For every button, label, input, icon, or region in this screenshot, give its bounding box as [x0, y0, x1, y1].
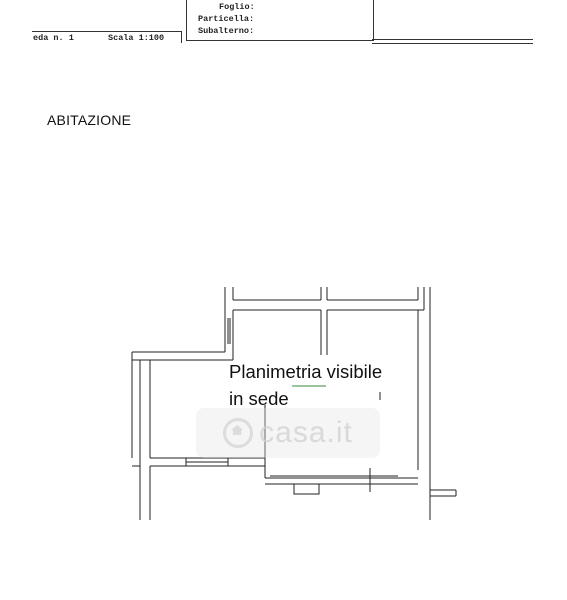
house-icon	[223, 418, 253, 448]
plan-balcony	[294, 484, 319, 494]
scala-label: Scala 1:100	[108, 33, 165, 43]
watermark-text: casa.it	[259, 416, 353, 449]
section-title: ABITAZIONE	[47, 112, 132, 128]
foglio-label: Foglio:	[219, 2, 255, 12]
subalterno-label: Subalterno:	[198, 26, 255, 36]
plan-overlay-text	[229, 358, 382, 412]
casa-it-watermark	[196, 408, 380, 458]
scheda-label: eda n. 1	[33, 33, 74, 43]
particella-label: Particella:	[198, 14, 255, 24]
plan-overlay-line2: in sede	[229, 388, 289, 409]
plan-overlay-line1: Planimetria visibile	[229, 361, 383, 382]
